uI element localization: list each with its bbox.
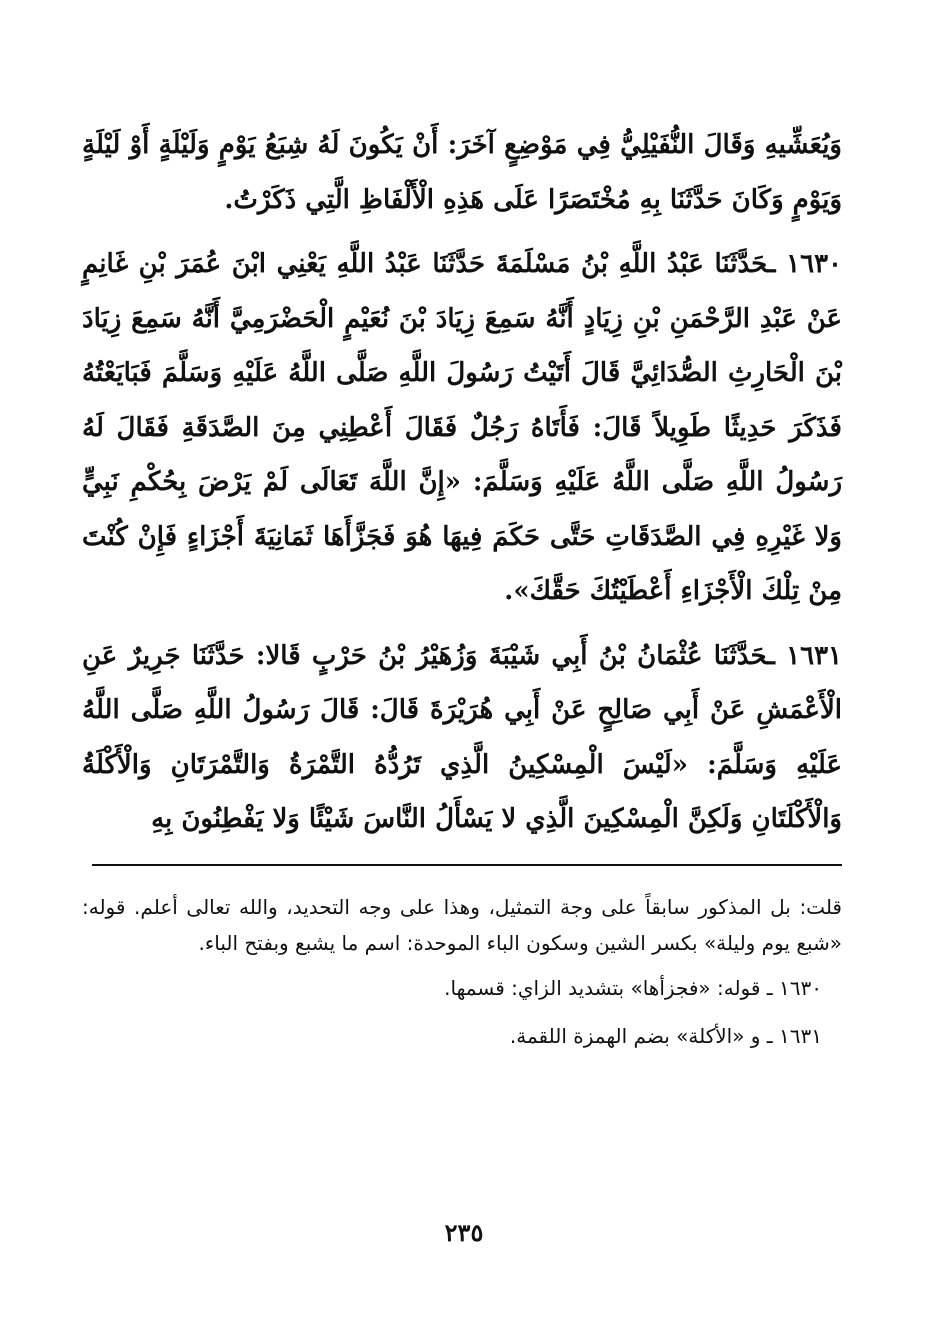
paragraph-text: وَيُعَشِّيهِ وَقَالَ النُّفَيْلِيُّ فِي مَوْضِعٍ آخَرَ: أَنْ يَكُونَ لَهُ شِبَعُ يَوْمٍ وَلَيْلَةٍ أَوْ لَيْلَةٍ وَيَوْمٍ وَكَانَ حَدَّثَنَا بِهِ مُخْتَصَرًا عَلَى هَذِهِ الْأَلْفَاظِ الَّتِي ذَكَرْتُ. <box>82 130 842 215</box>
footnote-divider <box>92 864 842 866</box>
hadith-number: ١٦٣٠ ـ <box>767 249 842 279</box>
hadith-number: ١٦٣١ ـ <box>767 640 842 671</box>
hadith-text <box>82 118 842 857</box>
footnote-1630: ١٦٣٠ ـ قوله: «فجزأها» بتشديد الزاي: قسمها. <box>444 976 822 1000</box>
hadith-paragraph-continuation <box>82 118 842 227</box>
footnote-1631: ١٦٣١ ـ و «الأكلة» بضم الهمزة اللقمة. <box>509 1023 822 1048</box>
page-number: ٢٣٥ <box>444 1218 484 1247</box>
footnote-intro: قلت: بل المذكور سابقاً على وجة التمثيل، وهذا على وجه التحديد، والله تعالى أعلم. قوله: «شبع يوم وليلة» بكسر الشين وسكون الباء الموحدة: اسم ما يشبع وبفتح الباء. <box>82 895 842 955</box>
hadith-paragraph-1630 <box>82 237 842 619</box>
hadith-paragraph-1631 <box>82 629 842 847</box>
footnotes <box>82 890 842 1066</box>
paragraph-text: حَدَّثَنَا عَبْدُ اللَّهِ بْنُ مَسْلَمَةَ حَدَّثَنَا عَبْدُ اللَّهِ يَعْنِي ابْنَ عُمَرَ بْنِ غَانِمٍ عَنْ عَبْدِ الرَّحْمَنِ بْنِ زِيَادٍ أَنَّهُ سَمِعَ زِيَادَ بْنَ نُعَيْمٍ الْحَضْرَمِيَّ أَنَّهُ سَمِعَ زِيَادَ بْنَ الْحَارِثِ الصُّدَائِيَّ قَالَ أَتَيْتُ رَسُولَ اللَّهِ صَلَّى اللَّهُ عَلَيْهِ وَسَلَّمَ فَبَايَعْتُهُ فَذَكَرَ حَدِيثًا طَوِيلاً قَالَ: فَأَتَاهُ رَجُلٌ فَقَالَ أَعْطِنِي مِنَ الصَّدَقَةِ فَقَالَ لَهُ رَسُولُ اللَّهِ صَلَّى اللَّهُ عَلَيْهِ وَسَلَّمَ: «إِنَّ اللَّهَ تَعَالَى لَمْ يَرْضَ بِحُكْمِ نَبِيٍّ وَلا غَيْرِهِ فِي الصَّدَقَاتِ حَتَّى حَكَمَ فِيهَا هُوَ فَجَزَّأَهَا ثَمَانِيَةَ أَجْزَاءٍ فَإِنْ كُنْتَ مِنْ تِلْكَ الْأَجْزَاءِ أَعْطَيْتُكَ حَقَّكَ». <box>82 249 842 606</box>
paragraph-text: حَدَّثَنَا عُثْمَانُ بْنُ أَبِي شَيْبَةَ وَزُهَيْرُ بْنُ حَرْبٍ قَالا: حَدَّثَنَا جَرِيرٌ عَنِ الْأَعْمَشِ عَنْ أَبِي صَالِحٍ عَنْ أَبِي هُرَيْرَةَ قَالَ: قَالَ رَسُولُ اللَّهِ صَلَّى اللَّهُ عَلَيْهِ وَسَلَّمَ: «لَيْسَ الْمِسْكِينُ الَّذِي تَرُدُّهُ التَّمْرَةُ وَالتَّمْرَتَانِ وَالْأَكْلَةُ وَالْأَكْلَتَانِ وَلَكِنَّ الْمِسْكِينَ الَّذِي لا يَسْأَلُ النَّاسَ شَيْئًا وَلا يَفْطِنُونَ بِهِ <box>82 640 842 834</box>
